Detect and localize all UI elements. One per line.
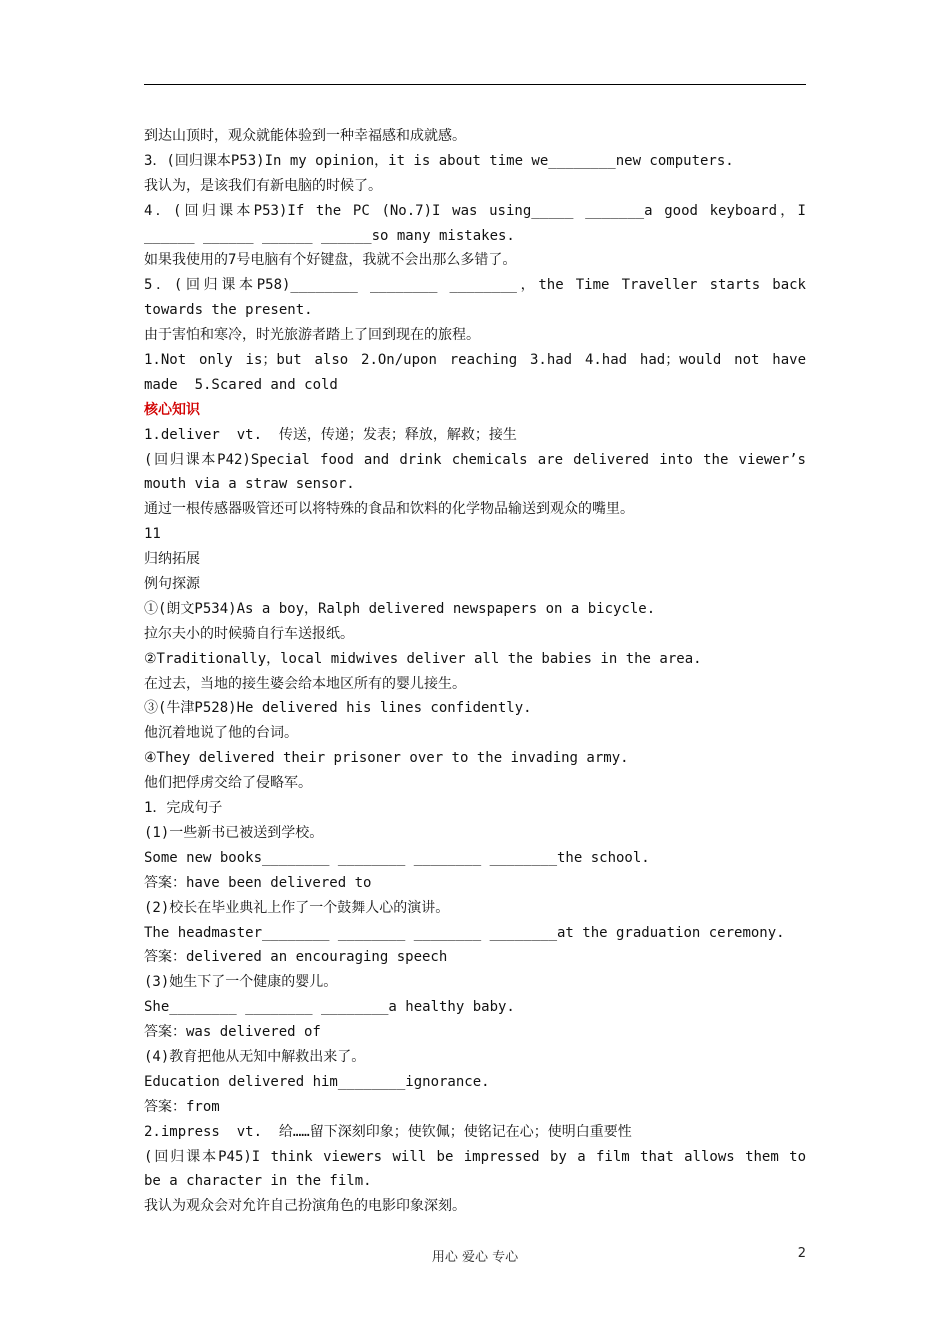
text-line: (2)校长在毕业典礼上作了一个鼓舞人心的演讲。: [144, 899, 450, 916]
text-line: 3．(回归课本P53)In my opinion，it is about time we________new computers.: [144, 152, 734, 169]
text-line: ①(朗文P534)As a boy，Ralph delivered newspapers on a bicycle.: [144, 600, 656, 617]
section-heading: 核心知识: [144, 401, 200, 418]
text-line: Education delivered him________ignorance.: [144, 1073, 490, 1090]
text-line: (回归课本P42)Special food and drink chemicals are delivered into the viewer’s: [144, 451, 806, 468]
text-line: 1.deliver vt. 传送，传递；发表；释放，解救；接生: [144, 426, 517, 443]
text-line: 答案：was delivered of: [144, 1024, 321, 1041]
text-line: 1．完成句子: [144, 800, 223, 817]
text-line: 他沉着地说了他的台词。: [144, 725, 298, 742]
page-number: 2: [797, 1246, 806, 1261]
text-line: 我认为，是该我们有新电脑的时候了。: [144, 177, 382, 194]
text-line: (4)教育把他从无知中解救出来了。: [144, 1048, 366, 1065]
text-line: 答案：delivered an encouraging speech: [144, 949, 448, 966]
text-line: Some new books________ ________ ________ ________the school.: [144, 849, 650, 866]
text-line: 他们把俘虏交给了侵略军。: [144, 775, 312, 792]
text-line: 在过去，当地的接生婆会给本地区所有的婴儿接生。: [144, 675, 466, 692]
text-line: 拉尔夫小的时候骑自行车送报纸。: [144, 625, 354, 642]
text-line: mouth via a straw sensor.: [144, 476, 355, 493]
text-line: 4．(回归课本P53)If the PC (No.7)I was using_____ _______a good keyboard，I: [144, 202, 806, 219]
text-line: 我认为观众会对允许自己扮演角色的电影印象深刻。: [144, 1198, 466, 1215]
text-line: 例句探源: [144, 576, 200, 593]
footer-motto: 用心 爱心 专心: [431, 1250, 519, 1265]
text-line: 如果我使用的7号电脑有个好键盘，我就不会出那么多错了。: [144, 252, 517, 269]
document-body: [144, 124, 806, 1219]
text-line: ______ ______ ______ ______so many mistakes.: [144, 227, 515, 244]
text-line: ③(牛津P528)He delivered his lines confidently.: [144, 700, 532, 717]
text-line: towards the present.: [144, 302, 313, 319]
text-line: (3)她生下了一个健康的婴儿。: [144, 974, 338, 991]
text-line: 到达山顶时，观众就能体验到一种幸福感和成就感。: [144, 128, 466, 144]
text-line: be a character in the film.: [144, 1173, 372, 1190]
text-line: 答案：from: [144, 1098, 220, 1115]
text-line: ④They delivered their prisoner over to the invading army.: [144, 750, 629, 767]
text-line: 由于害怕和寒冷，时光旅游者踏上了回到现在的旅程。: [144, 327, 480, 344]
text-line: The headmaster________ ________ ________ ________at the graduation ceremony.: [144, 924, 785, 941]
text-line: 2.impress vt. 给……留下深刻印象；使钦佩；使铭记在心；使明白重要性: [144, 1123, 632, 1140]
text-line: 11: [144, 526, 161, 543]
text-line: 1.Not only is；but also 2.On/upon reaching 3.had 4.had had；would not have: [144, 352, 806, 369]
text-line: She________ ________ ________a healthy baby.: [144, 999, 515, 1016]
header-rule: [144, 84, 806, 85]
text-line: 5．(回归课本P58)________ ________ ________，the Time Traveller starts back: [144, 277, 806, 294]
text-line: ②Traditionally，local midwives deliver all the babies in the area.: [144, 650, 702, 667]
text-line: (回归课本P45)I think viewers will be impressed by a film that allows them to: [144, 1148, 806, 1165]
text-line: (1)一些新书已被送到学校。: [144, 824, 324, 841]
text-line: made 5.Scared and cold: [144, 376, 338, 393]
text-line: 归纳拓展: [144, 551, 200, 568]
page-footer: [144, 1246, 806, 1270]
text-line: 通过一根传感器吸管还可以将特殊的食品和饮料的化学物品输送到观众的嘴里。: [144, 501, 634, 518]
text-line: 答案：have been delivered to: [144, 874, 372, 891]
